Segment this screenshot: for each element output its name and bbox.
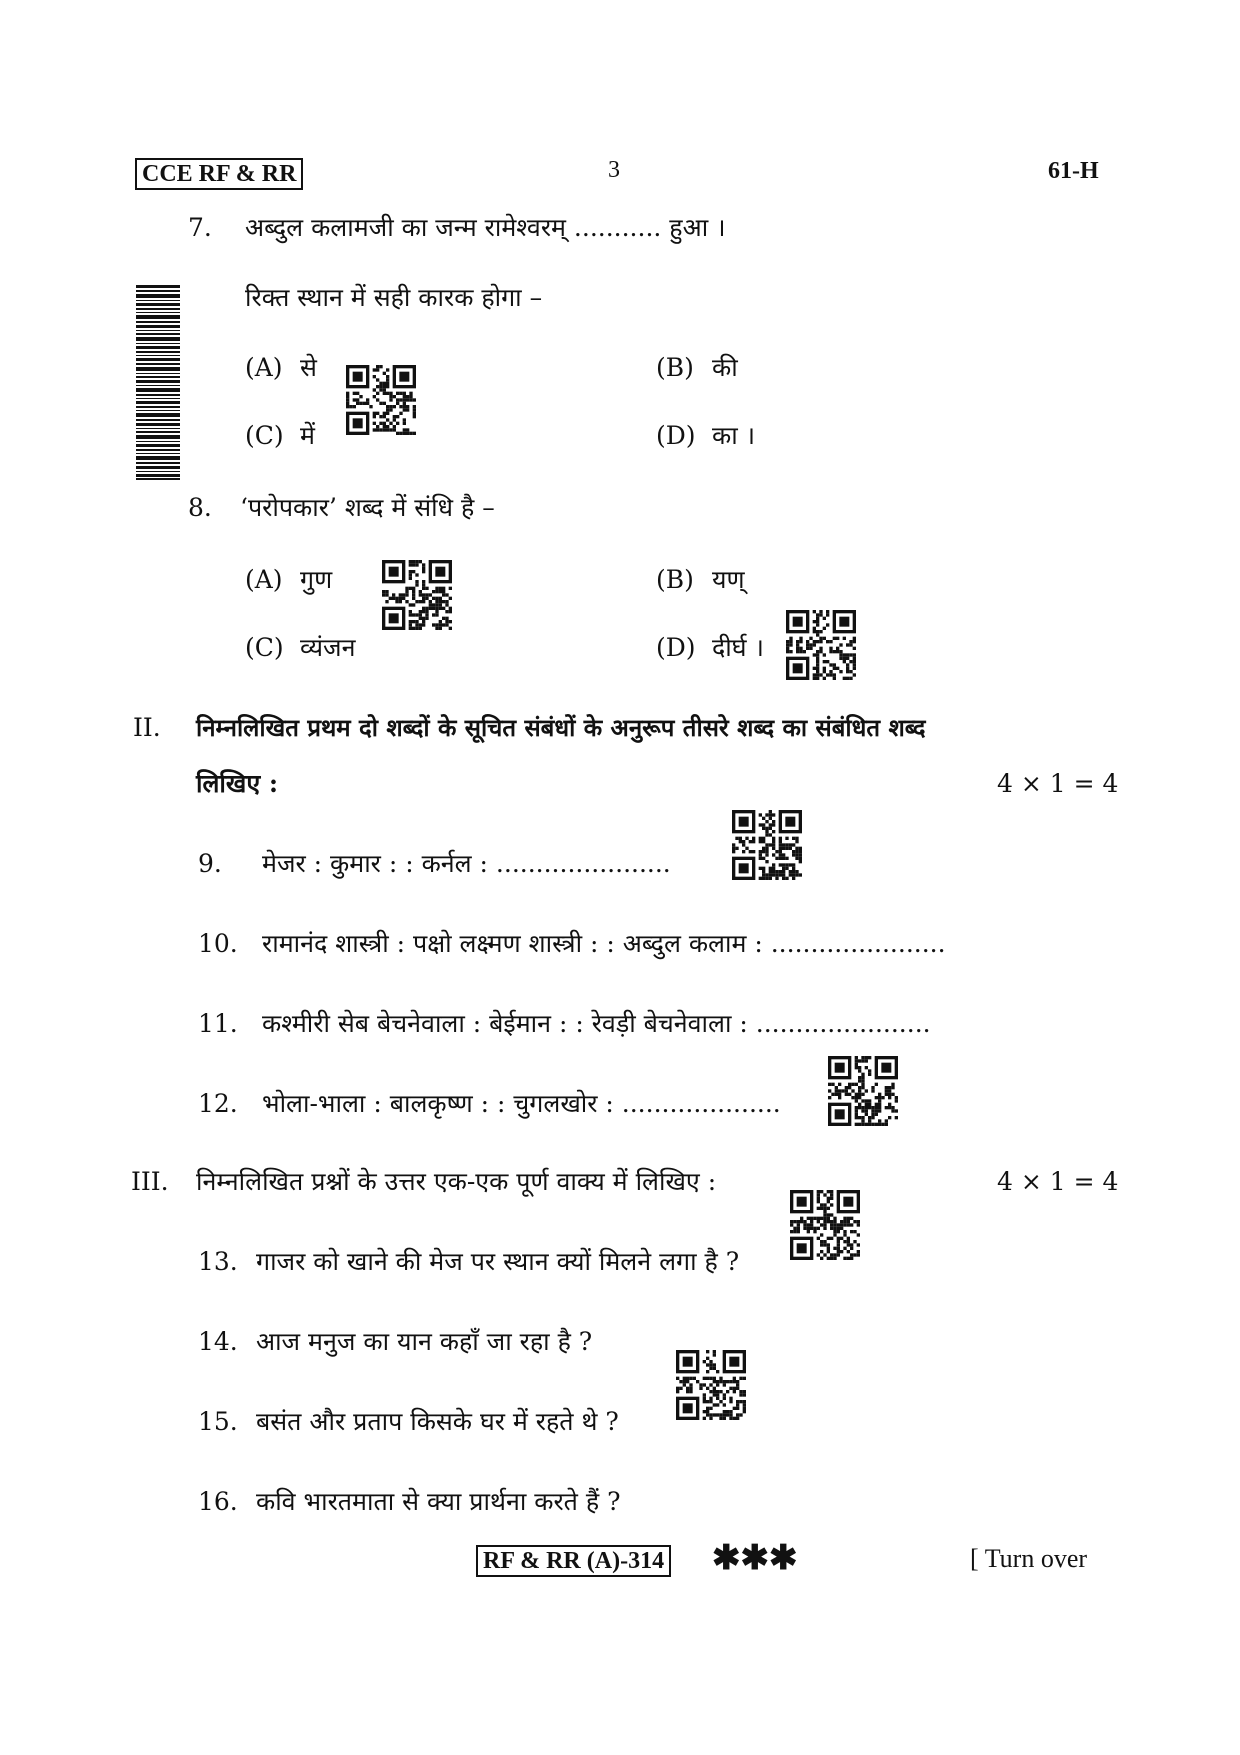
section-3-marks: 4 × 1 = 4 <box>997 1167 1119 1196</box>
q8-option-a-text: गुण <box>300 565 333 594</box>
q9-number: 9. <box>198 849 222 878</box>
q10-number: 10. <box>198 929 238 958</box>
q15-number: 15. <box>198 1407 238 1436</box>
q16-number: 16. <box>198 1487 238 1516</box>
q8-option-b-text: यण् <box>712 565 745 594</box>
footer-paper-code: RF & RR (A)-314 <box>476 1545 671 1577</box>
q8-option-d-text: दीर्घ । <box>712 633 764 662</box>
q14-number: 14. <box>198 1327 238 1356</box>
q11-text: कश्मीरी सेब बेचनेवाला : बेईमान : : रेवड़ी बेचनेवाला : ...................... <box>262 1009 931 1038</box>
section-2-heading-line1: निम्नलिखित प्रथम दो शब्दों के सूचित संबंधों के अनुरूप तीसरे शब्द का संबंधित शब्द <box>196 713 926 742</box>
q8-option-c-label: (C) <box>245 633 284 662</box>
q16-text: कवि भारतमाता से क्या प्रार्थना करते हैं ? <box>256 1487 621 1516</box>
section-3-heading: निम्नलिखित प्रश्नों के उत्तर एक-एक पूर्ण वाक्य में लिखिए : <box>196 1167 717 1196</box>
q8-number: 8. <box>188 493 212 522</box>
q7-number: 7. <box>188 213 212 242</box>
q8-option-a-label: (A) <box>245 565 283 594</box>
q11-number: 11. <box>198 1009 238 1038</box>
q15-text: बसंत और प्रताप किसके घर में रहते थे ? <box>256 1407 619 1436</box>
q7-option-a-label: (A) <box>245 353 283 382</box>
q12-text: भोला-भाला : बालकृष्ण : : चुगलखोर : .................... <box>262 1089 781 1118</box>
q9-text: मेजर : कुमार : : कर्नल : ...................... <box>262 849 671 878</box>
q7-option-b-text: की <box>712 353 738 382</box>
q7-option-b-label: (B) <box>656 353 694 382</box>
qr-code-icon <box>346 365 416 435</box>
q13-number: 13. <box>198 1247 238 1276</box>
q10-text: रामानंद शास्त्री : पक्षो लक्ष्मण शास्त्री : : अब्दुल कलाम : ...................... <box>262 929 946 958</box>
q7-option-c-text: में <box>300 421 315 450</box>
q7-option-d-label: (D) <box>656 421 696 450</box>
q7-instruction: रिक्त स्थान में सही कारक होगा – <box>245 283 543 312</box>
turn-over-label: [ Turn over <box>970 1544 1088 1573</box>
q13-text: गाजर को खाने की मेज पर स्थान क्यों मिलने लगा है ? <box>256 1247 740 1276</box>
section-2-number: II. <box>133 713 161 742</box>
qr-code-icon <box>382 560 452 630</box>
barcode-icon <box>136 285 180 480</box>
qr-code-icon <box>790 1190 860 1260</box>
q7-option-d-text: का । <box>712 421 756 450</box>
paper-code: CCE RF & RR <box>135 158 303 190</box>
qr-code-icon <box>786 610 856 680</box>
qr-code-icon <box>732 810 802 880</box>
q7-option-a-text: से <box>300 353 317 382</box>
section-3-number: III. <box>131 1167 169 1196</box>
section-2-marks: 4 × 1 = 4 <box>997 769 1119 798</box>
q8-option-c-text: व्यंजन <box>300 633 356 662</box>
footer-stars: ✱✱✱ <box>712 1538 798 1578</box>
qr-code-icon <box>676 1350 746 1420</box>
q7-option-c-label: (C) <box>245 421 284 450</box>
section-2-heading-line2: लिखिए : <box>196 769 279 798</box>
q14-text: आज मनुज का यान कहाँ जा रहा है ? <box>256 1327 593 1356</box>
q8-option-b-label: (B) <box>656 565 694 594</box>
q7-text: अब्दुल कलामजी का जन्म रामेश्वरम् ........... हुआ । <box>245 213 726 242</box>
qr-code-icon <box>828 1056 898 1126</box>
q8-text: ‘परोपकार’ शब्द में संधि है – <box>240 493 495 522</box>
q12-number: 12. <box>198 1089 238 1118</box>
subject-code: 61-H <box>1048 158 1099 184</box>
q8-option-d-label: (D) <box>656 633 696 662</box>
page-number: 3 <box>608 157 620 183</box>
